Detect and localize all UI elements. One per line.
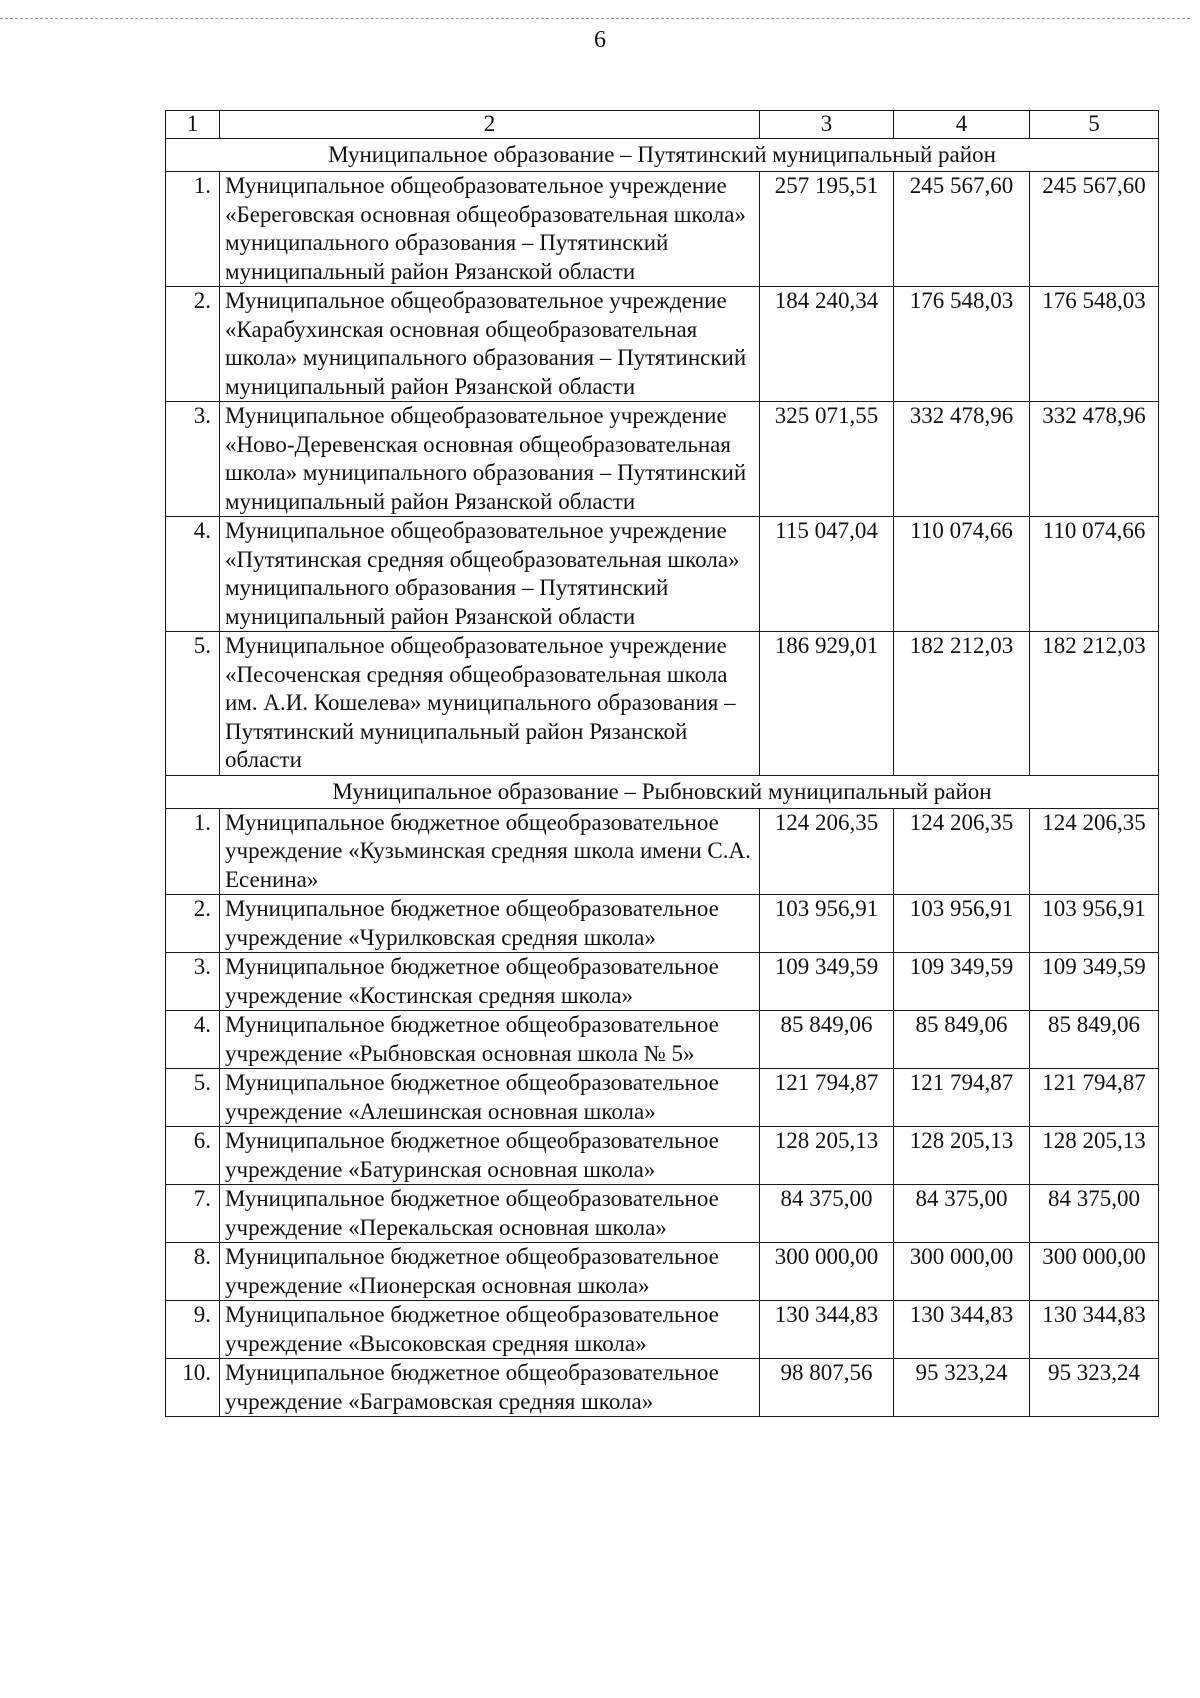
- value-col-3: 124 206,35: [760, 808, 894, 895]
- table-row: [166, 1185, 1159, 1243]
- value-col-4: 130 344,83: [894, 1301, 1030, 1359]
- institution-name: Муниципальное общеобразовательное учреждение «Песоченская средняя общеобразовательная школа им. А.И. Кошелева» муниципального образования – Путятинский муниципальный район Рязанской области: [220, 632, 760, 776]
- value-col-3: 325 071,55: [760, 402, 894, 517]
- value-col-4: 332 478,96: [894, 402, 1030, 517]
- row-number: 6.: [166, 1127, 220, 1185]
- section-header-row: [166, 139, 1159, 172]
- institution-name: Муниципальное общеобразовательное учреждение «Карабухинская основная общеобразовательная школа» муниципального образования – Путятинский муниципальный район Рязанской области: [220, 287, 760, 402]
- value-col-4: 182 212,03: [894, 632, 1030, 776]
- institution-name: Муниципальное бюджетное общеобразовательное учреждение «Костинская средняя школа»: [220, 953, 760, 1011]
- value-col-3: 103 956,91: [760, 895, 894, 953]
- value-col-4: 109 349,59: [894, 953, 1030, 1011]
- value-col-5: 182 212,03: [1030, 632, 1159, 776]
- column-number-cell: 1: [166, 111, 220, 139]
- row-number: 10.: [166, 1359, 220, 1417]
- table-row: [166, 895, 1159, 953]
- institution-name: Муниципальное бюджетное общеобразовательное учреждение «Пионерская основная школа»: [220, 1243, 760, 1301]
- budget-table: [165, 110, 1159, 1417]
- value-col-3: 300 000,00: [760, 1243, 894, 1301]
- table-row: [166, 287, 1159, 402]
- row-number: 3.: [166, 953, 220, 1011]
- section-title: Муниципальное образование – Рыбновский муниципальный район: [166, 775, 1159, 808]
- value-col-5: 130 344,83: [1030, 1301, 1159, 1359]
- value-col-3: 85 849,06: [760, 1011, 894, 1069]
- table-row: [166, 172, 1159, 287]
- value-col-5: 300 000,00: [1030, 1243, 1159, 1301]
- table-body: [166, 111, 1159, 1417]
- institution-name: Муниципальное бюджетное общеобразовательное учреждение «Высоковская средняя школа»: [220, 1301, 760, 1359]
- value-col-4: 128 205,13: [894, 1127, 1030, 1185]
- institution-name: Муниципальное бюджетное общеобразовательное учреждение «Кузьминская средняя школа имени С.А. Есенина»: [220, 808, 760, 895]
- row-number: 9.: [166, 1301, 220, 1359]
- scan-top-rule: [0, 18, 1190, 19]
- section-header-row: [166, 775, 1159, 808]
- value-col-4: 300 000,00: [894, 1243, 1030, 1301]
- value-col-5: 124 206,35: [1030, 808, 1159, 895]
- value-col-5: 176 548,03: [1030, 287, 1159, 402]
- table-row: [166, 1069, 1159, 1127]
- table-row: [166, 517, 1159, 632]
- value-col-5: 84 375,00: [1030, 1185, 1159, 1243]
- table-row: [166, 953, 1159, 1011]
- value-col-5: 85 849,06: [1030, 1011, 1159, 1069]
- row-number: 1.: [166, 808, 220, 895]
- value-col-3: 84 375,00: [760, 1185, 894, 1243]
- column-number-cell: 4: [894, 111, 1030, 139]
- table-row: [166, 632, 1159, 776]
- table-row: [166, 1301, 1159, 1359]
- section-title: Муниципальное образование – Путятинский муниципальный район: [166, 139, 1159, 172]
- value-col-3: 121 794,87: [760, 1069, 894, 1127]
- row-number: 7.: [166, 1185, 220, 1243]
- page-number: 6: [594, 27, 606, 53]
- value-col-4: 84 375,00: [894, 1185, 1030, 1243]
- row-number: 5.: [166, 632, 220, 776]
- row-number: 8.: [166, 1243, 220, 1301]
- institution-name: Муниципальное бюджетное общеобразовательное учреждение «Батуринская основная школа»: [220, 1127, 760, 1185]
- value-col-3: 184 240,34: [760, 287, 894, 402]
- table-row: [166, 1127, 1159, 1185]
- table-row: [166, 1011, 1159, 1069]
- value-col-4: 95 323,24: [894, 1359, 1030, 1417]
- row-number: 5.: [166, 1069, 220, 1127]
- institution-name: Муниципальное бюджетное общеобразовательное учреждение «Чурилковская средняя школа»: [220, 895, 760, 953]
- value-col-3: 128 205,13: [760, 1127, 894, 1185]
- institution-name: Муниципальное бюджетное общеобразовательное учреждение «Баграмовская средняя школа»: [220, 1359, 760, 1417]
- institution-name: Муниципальное бюджетное общеобразовательное учреждение «Перекальская основная школа»: [220, 1185, 760, 1243]
- column-number-cell: 3: [760, 111, 894, 139]
- institution-name: Муниципальное общеобразовательное учреждение «Путятинская средняя общеобразовательная школа» муниципального образования – Путятинский муниципальный район Рязанской области: [220, 517, 760, 632]
- column-number-row: [166, 111, 1159, 139]
- column-number-cell: 5: [1030, 111, 1159, 139]
- value-col-4: 245 567,60: [894, 172, 1030, 287]
- table-row: [166, 402, 1159, 517]
- institution-name: Муниципальное общеобразовательное учреждение «Ново-Деревенская основная общеобразовательная школа» муниципального образования – Путятинский муниципальный район Рязанской области: [220, 402, 760, 517]
- row-number: 4.: [166, 517, 220, 632]
- value-col-4: 103 956,91: [894, 895, 1030, 953]
- value-col-3: 257 195,51: [760, 172, 894, 287]
- table-row: [166, 1243, 1159, 1301]
- institution-name: Муниципальное бюджетное общеобразовательное учреждение «Рыбновская основная школа № 5»: [220, 1011, 760, 1069]
- value-col-4: 121 794,87: [894, 1069, 1030, 1127]
- row-number: 1.: [166, 172, 220, 287]
- row-number: 4.: [166, 1011, 220, 1069]
- value-col-5: 109 349,59: [1030, 953, 1159, 1011]
- value-col-5: 95 323,24: [1030, 1359, 1159, 1417]
- column-number-cell: 2: [220, 111, 760, 139]
- value-col-3: 130 344,83: [760, 1301, 894, 1359]
- table-row: [166, 1359, 1159, 1417]
- value-col-5: 110 074,66: [1030, 517, 1159, 632]
- value-col-3: 109 349,59: [760, 953, 894, 1011]
- value-col-3: 98 807,56: [760, 1359, 894, 1417]
- value-col-4: 110 074,66: [894, 517, 1030, 632]
- value-col-4: 85 849,06: [894, 1011, 1030, 1069]
- table-row: [166, 808, 1159, 895]
- value-col-3: 115 047,04: [760, 517, 894, 632]
- value-col-5: 245 567,60: [1030, 172, 1159, 287]
- value-col-5: 128 205,13: [1030, 1127, 1159, 1185]
- institution-name: Муниципальное бюджетное общеобразовательное учреждение «Алешинская основная школа»: [220, 1069, 760, 1127]
- value-col-4: 124 206,35: [894, 808, 1030, 895]
- row-number: 3.: [166, 402, 220, 517]
- institution-name: Муниципальное общеобразовательное учреждение «Береговская основная общеобразовательная школа» муниципального образования – Путятинский муниципальный район Рязанской области: [220, 172, 760, 287]
- value-col-4: 176 548,03: [894, 287, 1030, 402]
- value-col-3: 186 929,01: [760, 632, 894, 776]
- row-number: 2.: [166, 895, 220, 953]
- value-col-5: 332 478,96: [1030, 402, 1159, 517]
- row-number: 2.: [166, 287, 220, 402]
- value-col-5: 103 956,91: [1030, 895, 1159, 953]
- value-col-5: 121 794,87: [1030, 1069, 1159, 1127]
